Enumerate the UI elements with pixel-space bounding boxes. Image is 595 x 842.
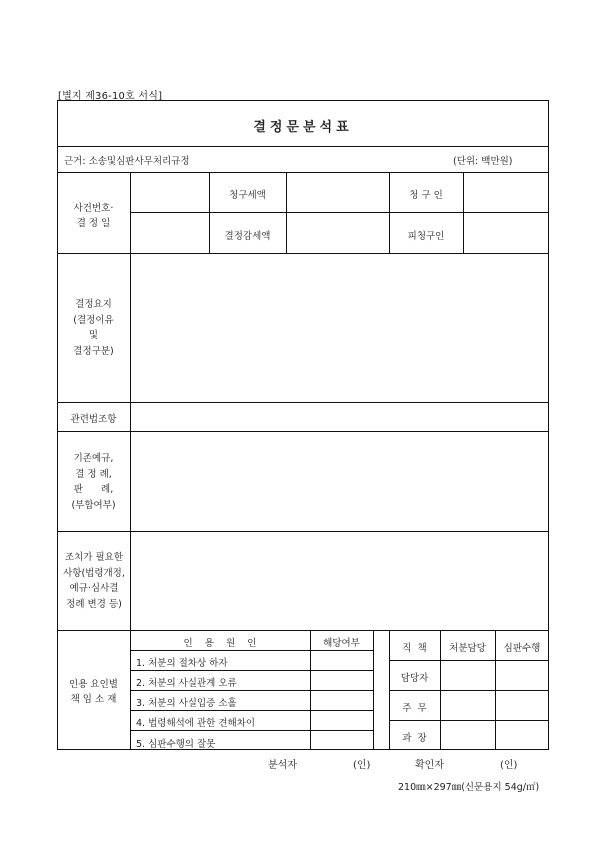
unit-text: (단위: 백만원)	[453, 156, 513, 167]
citation-responsibility-label-2: 책 임 소 재	[70, 694, 117, 705]
divider	[57, 146, 549, 147]
divider	[130, 212, 549, 213]
divider	[130, 670, 373, 671]
precedents-label: 기존예규, 결 정 례, 판 례, (부합여부)	[71, 453, 116, 511]
cause-item: 5. 심판수행의 잘못	[136, 739, 216, 750]
form-title: 결정문분석표	[253, 120, 353, 135]
cause-item: 1. 처분의 절차상 하자	[136, 658, 228, 669]
decision-summary-label: 결정요지 (결정이유 및 결정구분)	[73, 299, 114, 357]
role-label: 담당자	[400, 673, 429, 684]
decision-date-label: 결 정 일	[76, 218, 111, 229]
divider	[389, 690, 549, 691]
case-number-label: 사건번호·	[73, 203, 114, 214]
cause-item: 3. 처분의 사실입증 소홀	[136, 698, 237, 709]
claim-amount-label: 청구세액	[229, 190, 266, 201]
cause-item: 4. 법령해석에 관한 견해차이	[136, 718, 256, 729]
cause-header: 인 용 원 인	[183, 638, 257, 649]
basis-text: 근거: 소송및심판사무처리규정	[64, 156, 190, 167]
position-header: 직 책	[402, 643, 427, 654]
trial-header: 심판수행	[503, 643, 541, 654]
role-label: 과 장	[402, 733, 427, 744]
disposition-header: 처분담당	[449, 643, 486, 654]
divider	[286, 172, 287, 253]
required-action-label: 조치가 필요한 사항(법령개정, 예규·심사결 정례 변경 등)	[63, 552, 125, 610]
analyst-label: 분석자	[268, 760, 297, 771]
divider	[130, 710, 373, 711]
paper-spec: 210㎜×297㎜(신문용지 54g/㎡)	[398, 782, 540, 793]
divider	[130, 172, 131, 253]
divider	[389, 720, 549, 721]
claimant-label: 청 구 인	[409, 190, 443, 201]
divider	[389, 660, 549, 661]
divider	[130, 690, 373, 691]
confirmer-seal: (인)	[500, 760, 518, 771]
divider	[130, 650, 373, 651]
citation-responsibility-label: 인용 요인별	[69, 679, 118, 690]
role-label: 주 무	[402, 703, 427, 714]
cause-item: 2. 처분의 사실관계 오류	[136, 678, 237, 689]
analyst-seal: (인)	[353, 760, 371, 771]
divider	[463, 172, 464, 253]
confirmer-label: 확인자	[415, 760, 444, 771]
form-number: [별지 제36-10호 서식]	[58, 91, 163, 102]
divider	[130, 253, 131, 750]
respondent-label: 피청구인	[407, 231, 445, 242]
divider	[373, 630, 374, 750]
applicable-header: 해당여부	[323, 638, 360, 649]
reduction-amount-label: 결정감세액	[224, 231, 271, 242]
divider	[130, 730, 373, 731]
related-laws-label: 관련법조항	[70, 414, 117, 425]
